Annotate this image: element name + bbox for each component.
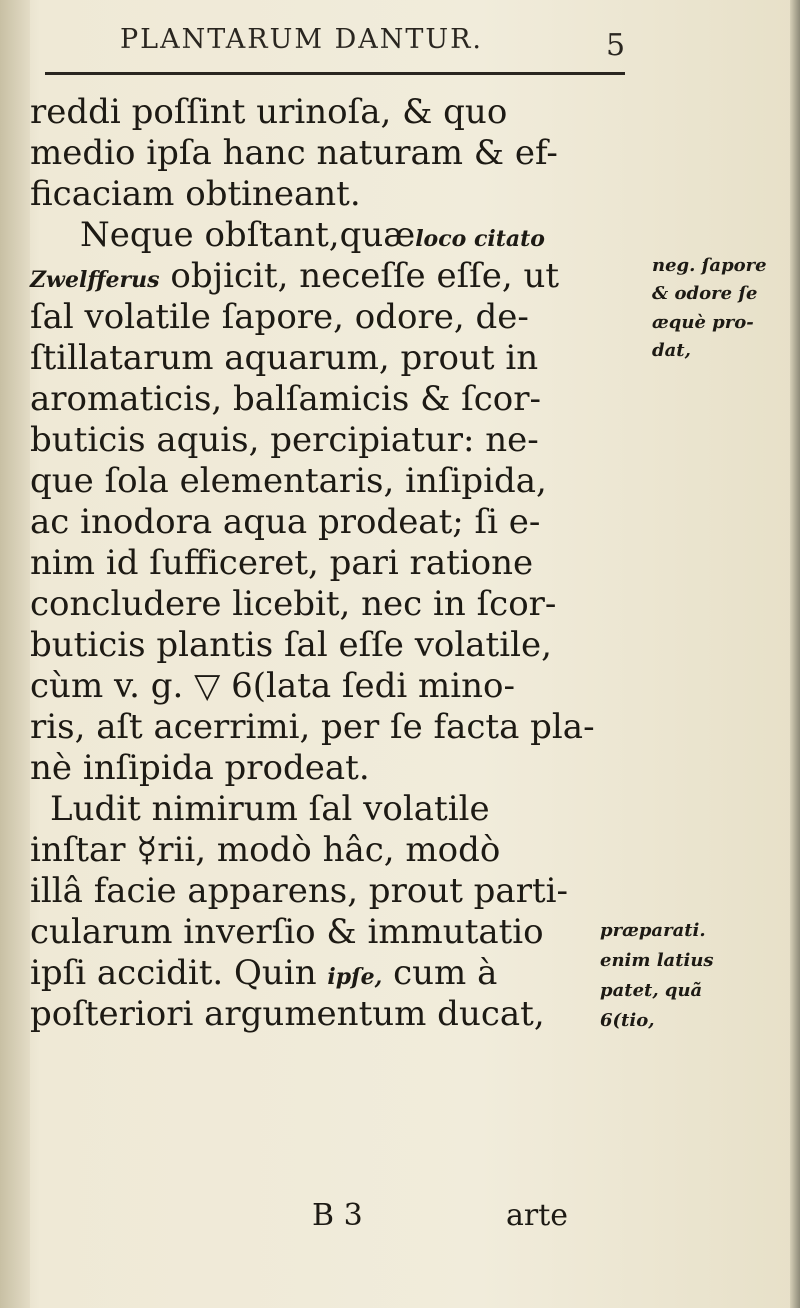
- text-line: reddi poſſint urinoſa, & quo: [30, 92, 508, 132]
- italic-word: ipſe,: [327, 964, 383, 990]
- body-text: [30, 92, 650, 1035]
- italic-citation: loco citato: [415, 226, 545, 252]
- margin-note: 6(tio,: [600, 1010, 655, 1031]
- text-segment: cum à: [393, 953, 498, 993]
- text-segment: objicit, neceſſe eſſe, ut: [170, 256, 560, 296]
- signature-mark: B 3: [312, 1198, 363, 1233]
- text-line: ficaciam obtineant.: [30, 174, 361, 214]
- page-edge: [790, 0, 800, 1308]
- text-line: nè inſipida prodeat.: [30, 748, 370, 788]
- catchword: arte: [506, 1198, 569, 1233]
- text-line: nim id ſufficeret, pari ratione: [30, 543, 534, 583]
- text-line: buticis plantis ſal eſſe volatile,: [30, 625, 552, 665]
- text-line: ſtillatarum aquarum, prout in: [30, 338, 539, 378]
- text-line: ſal volatile ſapore, odore, de-: [30, 297, 529, 337]
- text-segment: ipſi accidit. Quin: [30, 953, 317, 993]
- text-line: Ludit nimirum ſal volatile: [50, 789, 490, 829]
- text-line: ris, aſt acerrimi, per ſe facta pla-: [30, 707, 595, 747]
- margin-note: dat,: [652, 340, 691, 361]
- text-line: [30, 953, 650, 994]
- text-segment: Neque obſtant,quæ: [80, 215, 416, 255]
- margin-note: & odore ſe: [652, 283, 758, 304]
- margin-note: præparati.: [600, 920, 706, 941]
- text-line: cularum inverſio & immutatio: [30, 912, 544, 952]
- text-line: [30, 215, 650, 256]
- text-line: cùm v. g. ▽ 6(lata ſedi mino-: [30, 666, 516, 706]
- margin-note: patet, quã: [600, 980, 703, 1001]
- text-line: aromaticis, balſamicis & ſcor-: [30, 379, 541, 419]
- text-line: buticis aquis, percipiatur: ne-: [30, 420, 539, 460]
- text-line: que ſola elementaris, inſipida,: [30, 461, 547, 501]
- page-number: 5: [606, 28, 626, 63]
- text-line: [30, 256, 650, 297]
- text-line: concludere licebit, nec in ſcor-: [30, 584, 557, 624]
- margin-note: enim latius: [600, 950, 714, 971]
- header-rule: [45, 72, 625, 75]
- text-line: medio ipſa hanc naturam & ef-: [30, 133, 558, 173]
- text-line: poſteriori argumentum ducat,: [30, 994, 545, 1034]
- page-gutter: [0, 0, 30, 1308]
- text-line: illâ facie apparens, prout parti-: [30, 871, 568, 911]
- running-title: PLANTARUM DANTUR.: [120, 24, 484, 55]
- text-line: inſtar ☿rii, modò hâc, modò: [30, 830, 501, 870]
- italic-author: Zwelfferus: [30, 267, 160, 293]
- text-line: ac inodora aqua prodeat; ſi e-: [30, 502, 541, 542]
- margin-note: æquè pro-: [652, 312, 754, 333]
- margin-note: neg. ſapore: [652, 255, 767, 276]
